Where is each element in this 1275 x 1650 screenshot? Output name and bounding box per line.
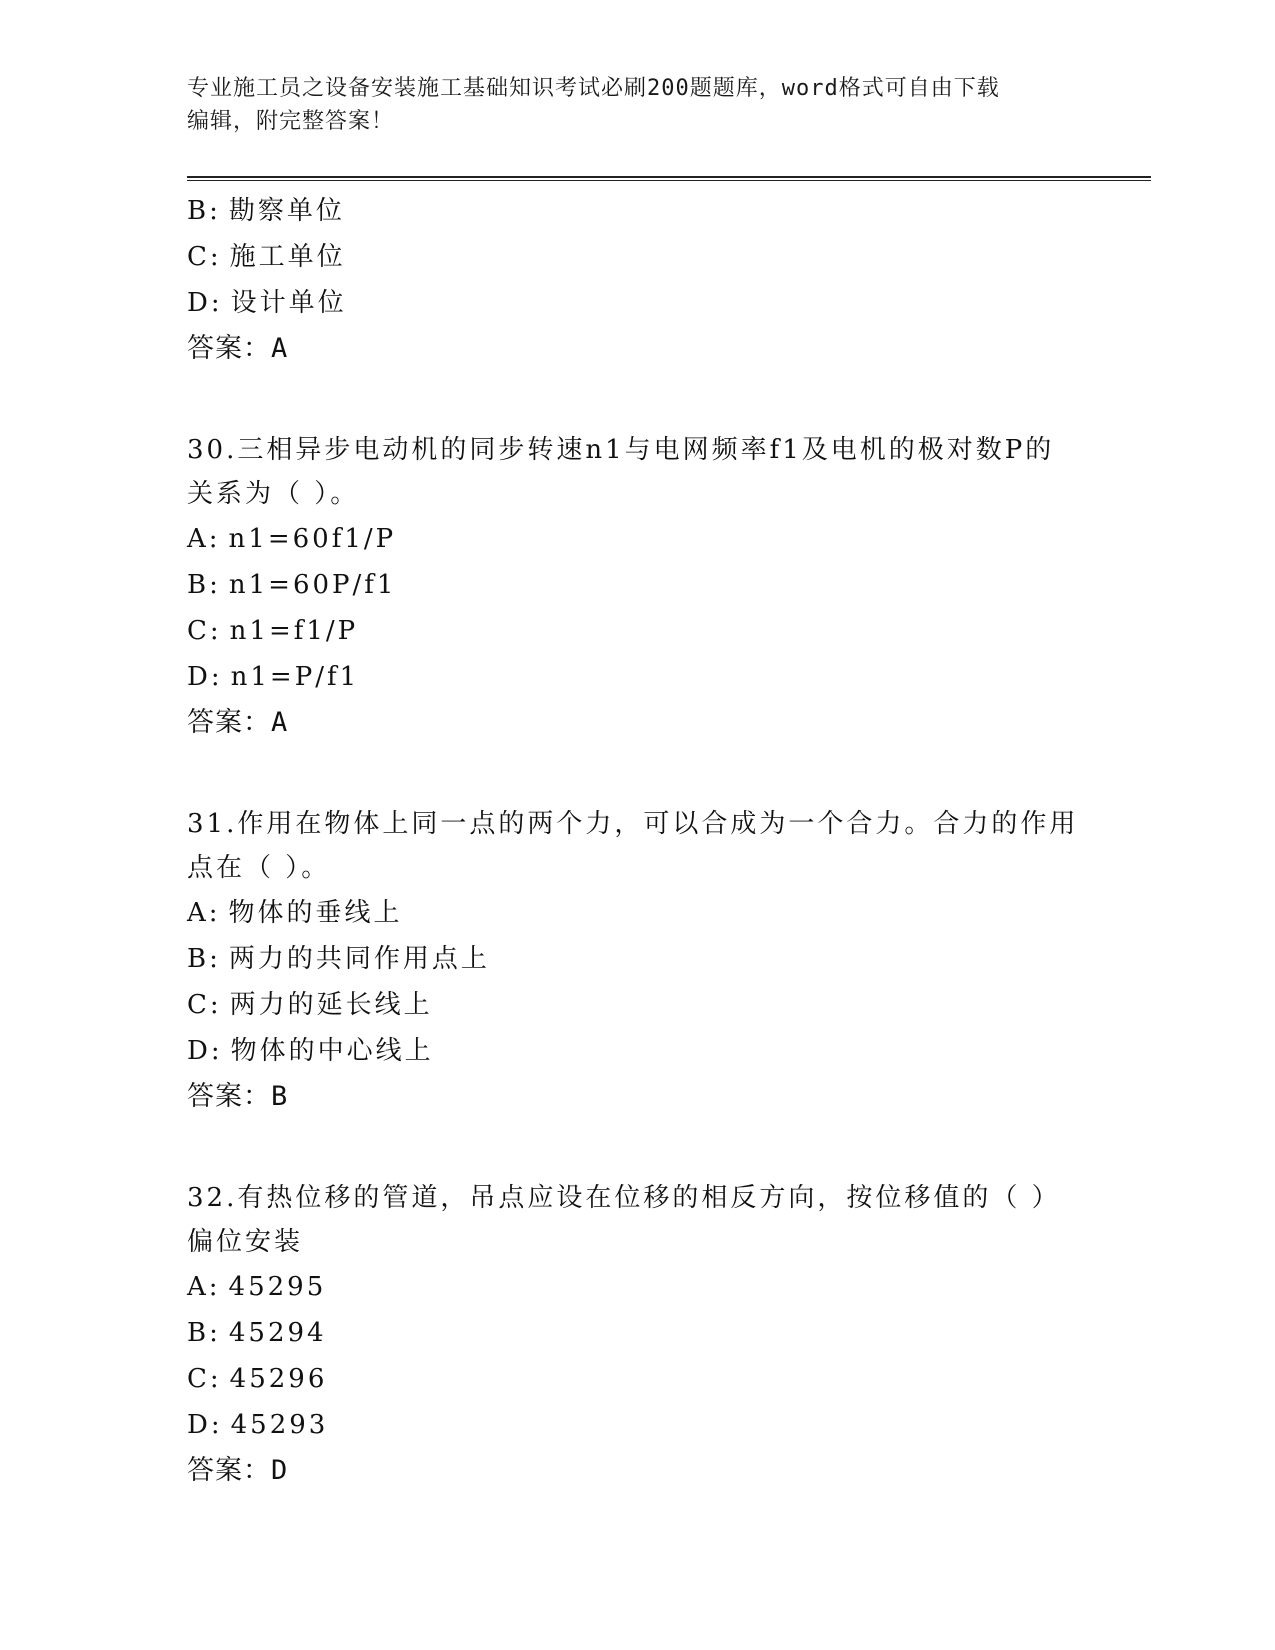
option-d: D: 45293 bbox=[187, 1410, 329, 1440]
option-b: B: 45294 bbox=[187, 1318, 327, 1348]
answer-value: A bbox=[271, 333, 289, 364]
question-title: 31.作用在物体上同一点的两个力，可以合成为一个合力。合力的作用 点在（ ）。 bbox=[187, 809, 1079, 883]
answer-line: 答案：A bbox=[187, 707, 289, 738]
answer-line: 答案：D bbox=[187, 1455, 289, 1486]
question-list bbox=[187, 188, 1087, 1494]
question-block-prev bbox=[187, 188, 1087, 372]
option-c: C: 施工单位 bbox=[187, 242, 346, 272]
option-d: D: n1=P/f1 bbox=[187, 662, 360, 692]
option-d: D: 设计单位 bbox=[187, 288, 347, 318]
option-b: B: 勘察单位 bbox=[187, 196, 345, 226]
question-block-32 bbox=[187, 1176, 1087, 1494]
option-d: D: 物体的中心线上 bbox=[187, 1036, 434, 1066]
answer-value: D bbox=[271, 1455, 289, 1486]
question-block-30 bbox=[187, 428, 1087, 746]
option-c: C: 两力的延长线上 bbox=[187, 990, 433, 1020]
option-a: A: 45295 bbox=[187, 1272, 327, 1302]
question-title: 32.有热位移的管道，吊点应设在位移的相反方向，按位移值的（ ） 偏位安装 bbox=[187, 1183, 1061, 1257]
option-c: C: n1=f1/P bbox=[187, 616, 359, 646]
option-c: C: 45296 bbox=[187, 1364, 328, 1394]
header-title-line-1: 专业施工员之设备安装施工基础知识考试必刷200题题库，word格式可自由下载 bbox=[187, 76, 1000, 101]
question-title: 30.三相异步电动机的同步转速n1与电网频率f1及电机的极对数P的 关系为（ ）。 bbox=[187, 435, 1055, 509]
header-divider bbox=[187, 176, 1151, 181]
answer-value: A bbox=[271, 707, 289, 738]
document-header bbox=[187, 72, 1087, 138]
option-a: A: 物体的垂线上 bbox=[187, 898, 403, 928]
answer-value: B bbox=[271, 1081, 289, 1112]
option-a: A: n1=60f1/P bbox=[187, 524, 397, 554]
option-b: B: 两力的共同作用点上 bbox=[187, 944, 490, 974]
header-title-line-2: 编辑，附完整答案！ bbox=[187, 109, 395, 134]
option-b: B: n1=60P/f1 bbox=[187, 570, 397, 600]
question-block-31 bbox=[187, 802, 1087, 1120]
answer-line: 答案：A bbox=[187, 333, 289, 364]
answer-line: 答案：B bbox=[187, 1081, 289, 1112]
